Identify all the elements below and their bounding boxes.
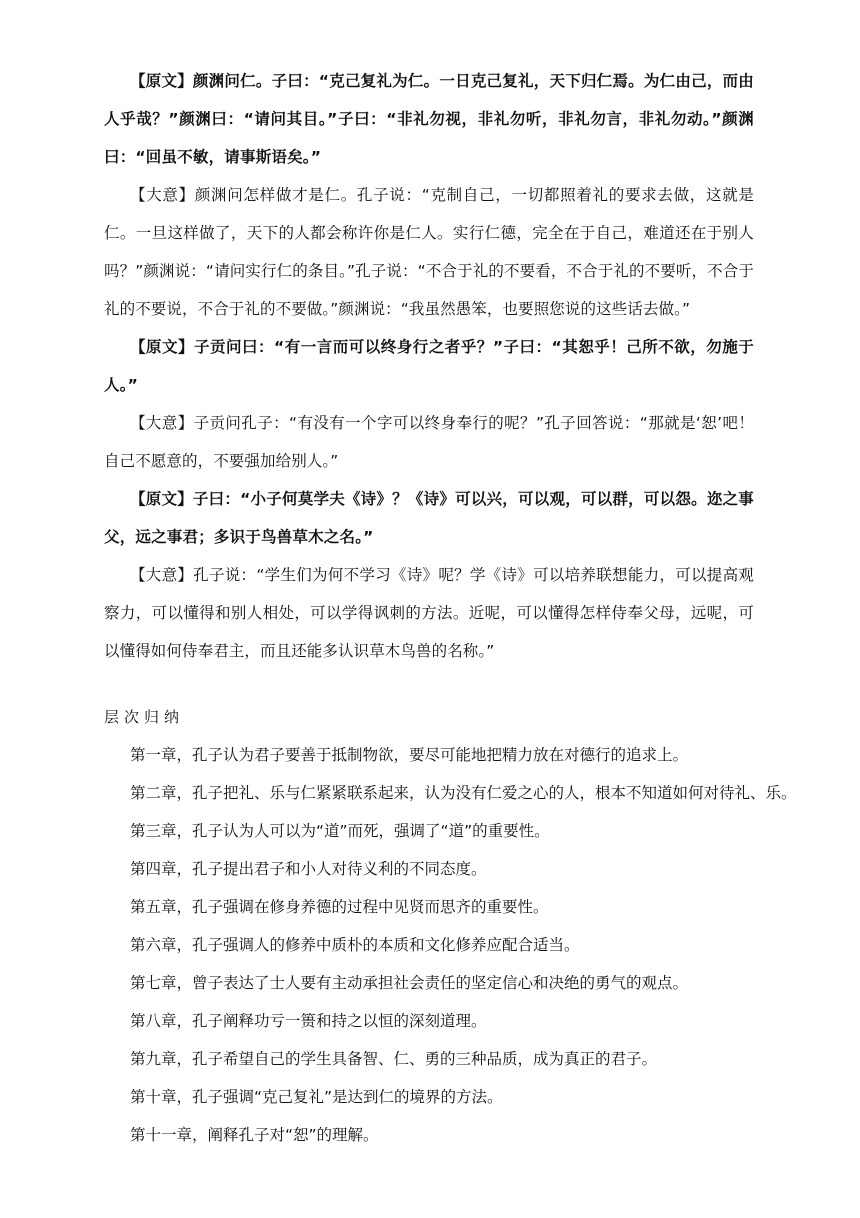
summary-text-1: 【大意】颜渊问怎样做才是仁。孔子说：“克制自己，一切都照着礼的要求去做，这就是仁。一旦这样做了，天下的人都会称许你是仁人。实行仁德，完全在于自己，难道还在于别人吗？”颜渊说：“请问实行仁的条目。”孔子说：“不合于礼的不要看，不合于礼的不要听，不合于礼的不要说，不合于礼的不要做。”颜渊说：“我虽然愚笨，也要照您说的这些话去做。”: [104, 186, 754, 318]
summary-text-3: 【大意】孔子说：“学生们为何不学习《诗》呢？学《诗》可以培养联想能力，可以提高观察力，可以懂得和别人相处，可以学得讽刺的方法。近呢，可以懂得怎样侍奉父母，远呢，可以懂得如何侍奉君主，而且还能多认识草木鸟兽的名称。”: [104, 566, 754, 660]
chapter-item-5: 第五章，孔子强调在修身养德的过程中见贤而思齐的重要性。: [130, 898, 549, 916]
original-text-1: 【原文】颜渊问仁。子曰：“克己复礼为仁。一日克己复礼，天下归仁焉。为仁由己，而由人乎哉？”颜渊曰：“请问其目。”子曰：“非礼勿视，非礼勿听，非礼勿言，非礼勿动。”颜渊曰：“回虽不敏，请事斯语矣。”: [104, 72, 754, 166]
original-text-3: 【原文】子曰：“小子何莫学夫《诗》？《诗》可以兴，可以观，可以群，可以怨。迩之事父，远之事君；多识于鸟兽草木之名。”: [104, 490, 754, 546]
chapter-summary-list: [104, 736, 797, 1154]
chapter-item-3: 第三章，孔子认为人可以为“道”而死，强调了“道”的重要性。: [130, 822, 550, 840]
chapter-item-6: 第六章，孔子强调人的修养中质朴的本质和文化修养应配合适当。: [130, 936, 580, 954]
document-page: [104, 62, 797, 1154]
chapter-item-2: 第二章，孔子把礼、乐与仁紧紧联系起来，认为没有仁爱之心的人，根本不知道如何对待礼、乐。: [130, 784, 797, 802]
chapter-item-8: 第八章，孔子阐释功亏一篑和持之以恒的深刻道理。: [130, 1012, 487, 1030]
chapter-item-4: 第四章，孔子提出君子和小人对待义利的不同态度。: [130, 860, 487, 878]
original-text-2: 【原文】子贡问曰：“有一言而可以终身行之者乎？”子曰：“其恕乎！己所不欲，勿施于人。”: [104, 338, 754, 394]
chapter-item-1: 第一章，孔子认为君子要善于抵制物欲，要尽可能地把精力放在对德行的追求上。: [130, 746, 689, 764]
chapter-item-10: 第十章，孔子强调“克己复礼”是达到仁的境界的方法。: [130, 1088, 503, 1106]
chapter-item-11: 第十一章，阐释孔子对“恕”的理解。: [130, 1126, 379, 1144]
chapter-item-7: 第七章，曾子表达了士人要有主动承担社会责任的坚定信心和决绝的勇气的观点。: [130, 974, 689, 992]
section-heading: 层次归纳: [104, 708, 185, 726]
chapter-item-9: 第九章，孔子希望自己的学生具备智、仁、勇的三种品质，成为真正的君子。: [130, 1050, 658, 1068]
summary-text-2: 【大意】子贡问孔子：“有没有一个字可以终身奉行的呢？”孔子回答说：“那就是‘恕’吧！自己不愿意的，不要强加给别人。”: [104, 414, 754, 470]
